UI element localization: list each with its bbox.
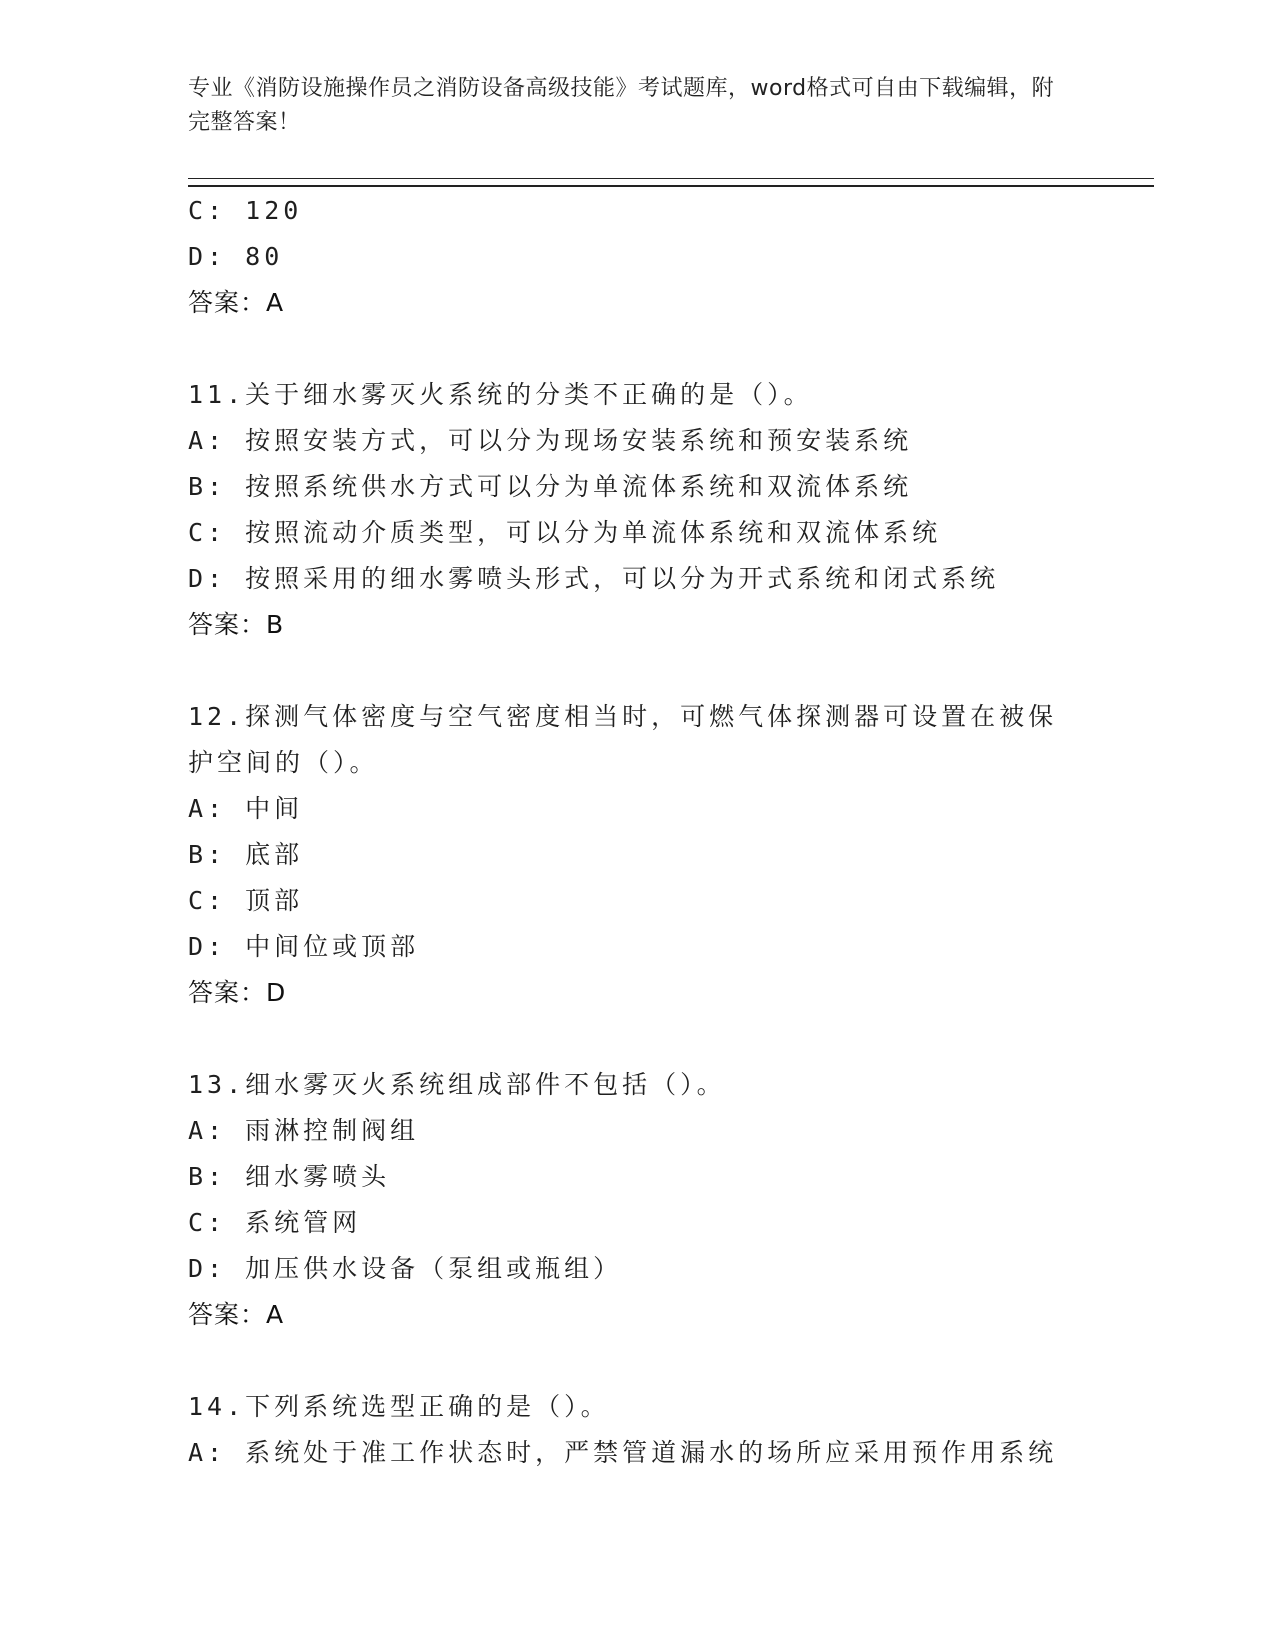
option-a: A: 中间 — [188, 794, 304, 823]
question-stem: 13.细水雾灭火系统组成部件不包括（）。 — [188, 1070, 726, 1099]
document-body — [188, 188, 1088, 1476]
option-c: C: 120 — [188, 196, 303, 225]
answer-line: 答案：A — [188, 288, 285, 317]
answer-line: 答案：A — [188, 1300, 285, 1329]
option-a: A: 系统处于准工作状态时，严禁管道漏水的场所应采用预作用系统 — [188, 1438, 1058, 1467]
question-block-11 — [188, 372, 1088, 648]
question-block-prev — [188, 188, 1088, 326]
option-d: D: 按照采用的细水雾喷头形式，可以分为开式系统和闭式系统 — [188, 564, 1000, 593]
question-block-14 — [188, 1384, 1088, 1476]
question-stem: 12.探测气体密度与空气密度相当时，可燃气体探测器可设置在被保护空间的（）。 — [188, 702, 1058, 777]
option-b: B: 细水雾喷头 — [188, 1162, 391, 1191]
question-stem: 11.关于细水雾灭火系统的分类不正确的是（）。 — [188, 380, 813, 409]
question-stem: 14.下列系统选型正确的是（）。 — [188, 1392, 610, 1421]
question-block-12 — [188, 694, 1088, 1016]
header-divider — [188, 178, 1154, 187]
question-block-13 — [188, 1062, 1088, 1338]
option-a: A: 雨淋控制阀组 — [188, 1116, 420, 1145]
option-d: D: 中间位或顶部 — [188, 932, 420, 961]
option-d: D: 80 — [188, 242, 284, 271]
answer-line: 答案：B — [188, 610, 285, 639]
option-a: A: 按照安装方式，可以分为现场安装系统和预安装系统 — [188, 426, 913, 455]
answer-line: 答案：D — [188, 978, 287, 1007]
page-header — [188, 72, 1068, 140]
option-c: C: 按照流动介质类型，可以分为单流体系统和双流体系统 — [188, 518, 942, 547]
header-text: 专业《消防设施操作员之消防设备高级技能》考试题库，word格式可自由下载编辑，附完整答案！ — [188, 76, 1055, 135]
option-b: B: 底部 — [188, 840, 304, 869]
option-c: C: 顶部 — [188, 886, 304, 915]
option-b: B: 按照系统供水方式可以分为单流体系统和双流体系统 — [188, 472, 913, 501]
option-c: C: 系统管网 — [188, 1208, 362, 1237]
option-d: D: 加压供水设备（泵组或瓶组） — [188, 1254, 623, 1283]
